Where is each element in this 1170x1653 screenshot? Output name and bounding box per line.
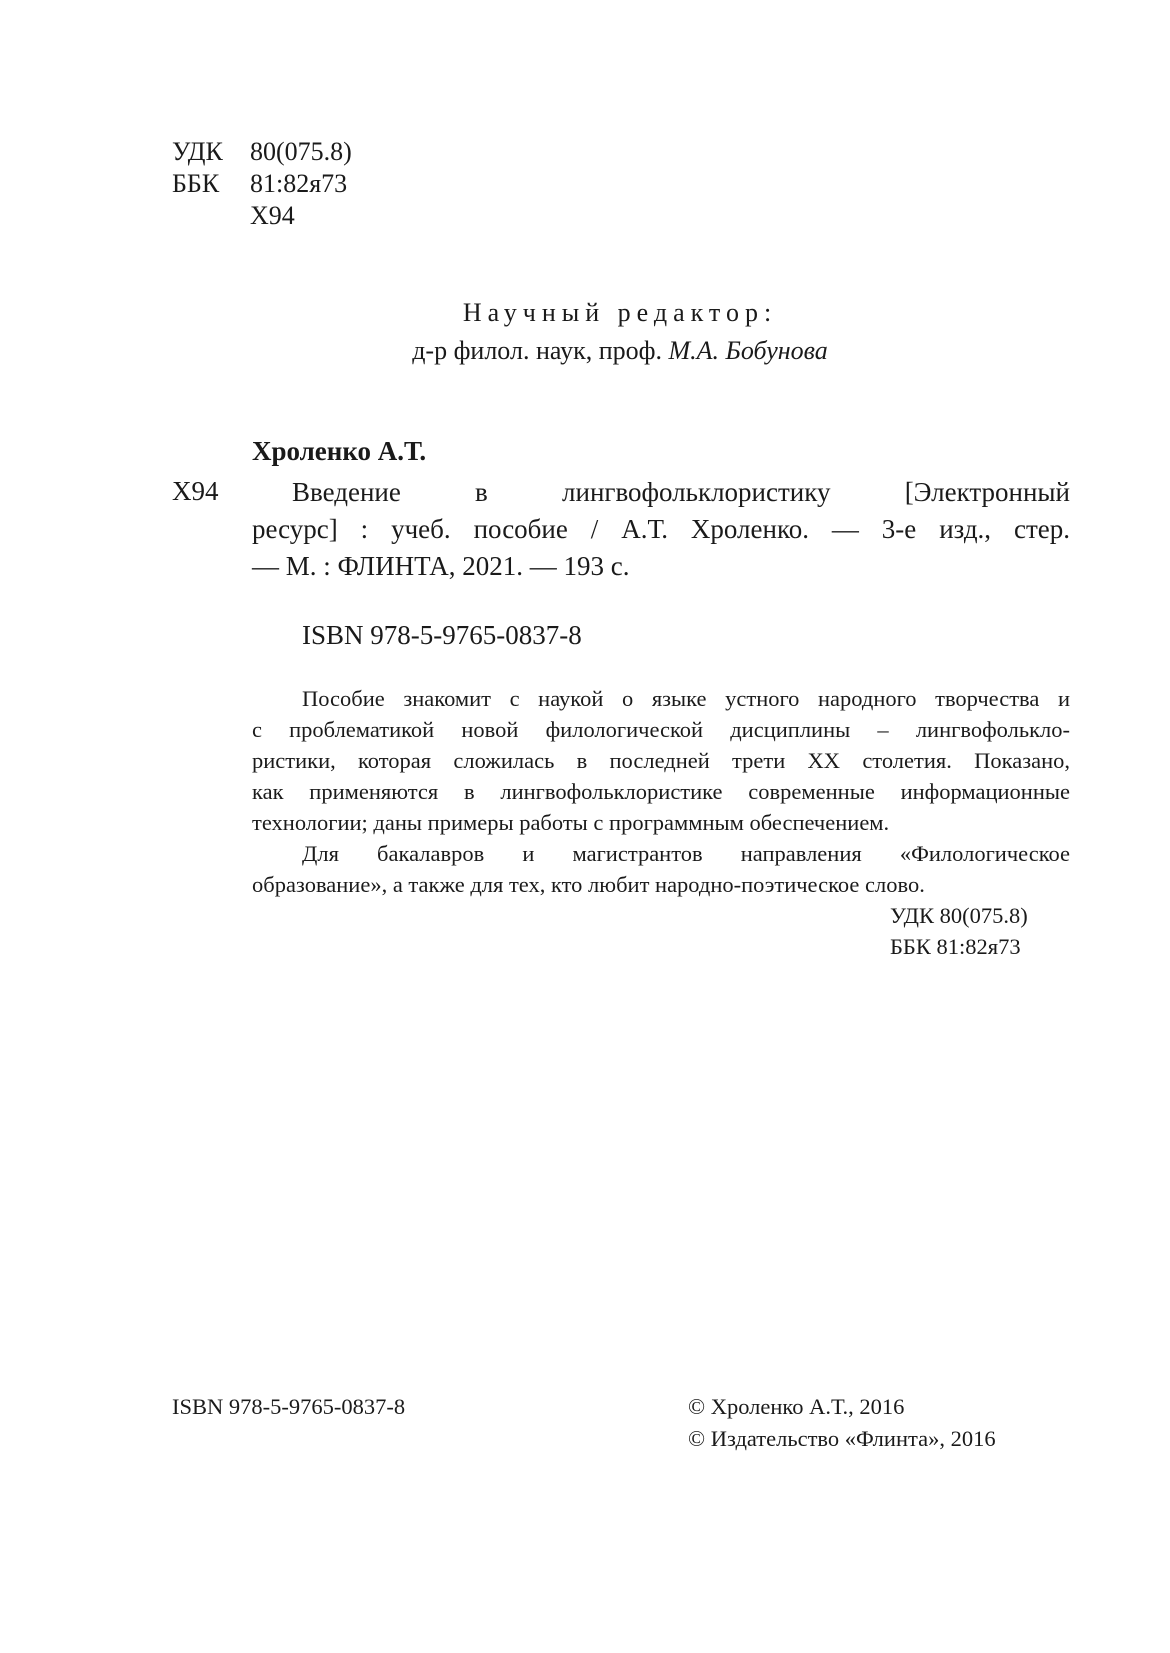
copyright-author: © Хроленко А.Т., 2016 [688, 1394, 905, 1419]
editor-credentials: д-р филол. наук, проф. [412, 336, 662, 365]
abstract-line: с проблематикой новой филологической дисциплины – лингвофолькло- [252, 717, 1070, 742]
bib-line: ресурс] : учеб. пособие / А.Т. Хроленко. — 3-е изд., стер. [252, 514, 1070, 544]
bib-line: Введение в лингвофольклористику [Электронный [292, 477, 1070, 507]
abstract-line: как применяются в лингвофольклористике современные информационные [252, 779, 1070, 804]
bbk-row [172, 168, 347, 200]
bib-line: — М. : ФЛИНТА, 2021. — 193 с. [252, 551, 630, 581]
author-heading: Хроленко А.Т. [252, 436, 427, 466]
abstract-line: Для бакалавров и магистрантов направления «Филологическое [302, 841, 1070, 866]
udk-value: 80(075.8) [250, 137, 352, 166]
abstract-udk: УДК 80(075.8) [890, 903, 1028, 928]
bibliographic-description [252, 474, 1070, 585]
bbk-value: 81:82я73 [250, 169, 348, 198]
bbk-key: ББК [172, 169, 220, 198]
abstract-bbk: ББК 81:82я73 [890, 934, 1021, 959]
bib-cutter: Х94 [172, 476, 219, 506]
abstract-line: технологии; даны примеры работы с программным обеспечением. [252, 810, 890, 835]
editor-name: М.А. Бобунова [668, 336, 828, 365]
udk-row [172, 136, 352, 168]
cutter-code: Х94 [250, 201, 295, 230]
abstract-line: образование», а также для тех, кто любит народно-поэтическое слово. [252, 872, 925, 897]
udk-key: УДК [172, 137, 223, 166]
cutter-row [172, 200, 295, 232]
footer-isbn: ISBN 978-5-9765-0837-8 [172, 1394, 406, 1419]
editor-label: Научный редактор: [462, 298, 778, 327]
abstract-line: Пособие знакомит с наукой о языке устного народного творчества и [302, 686, 1070, 711]
isbn: ISBN 978-5-9765-0837-8 [302, 620, 582, 650]
editor-line [0, 336, 1170, 366]
copyright-publisher: © Издательство «Флинта», 2016 [688, 1426, 996, 1451]
abstract [252, 683, 1070, 900]
abstract-line: ристики, которая сложилась в последней трети XX столетия. Показано, [252, 748, 1070, 773]
